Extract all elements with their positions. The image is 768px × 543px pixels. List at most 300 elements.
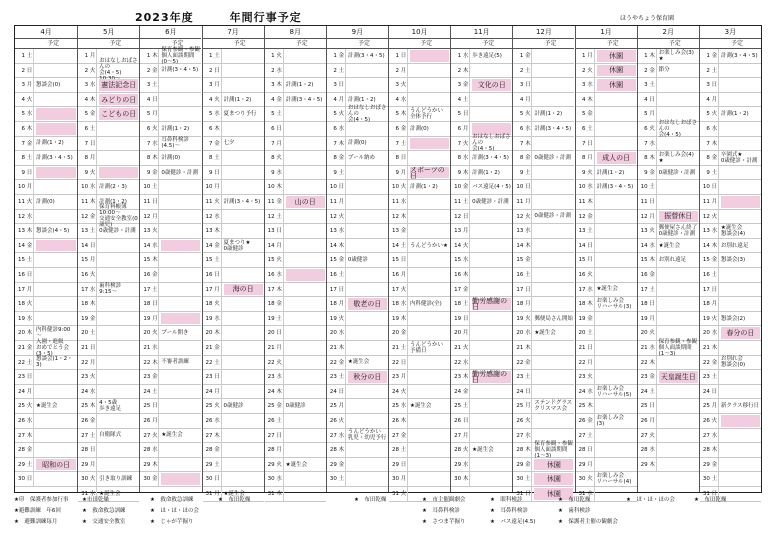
weekday: 水	[524, 224, 532, 238]
weekday: 木	[151, 356, 159, 370]
weekday: 日	[89, 341, 97, 355]
day-row	[389, 166, 450, 181]
day-number: 15	[143, 257, 151, 264]
day-number: 9	[457, 169, 462, 176]
annual-calendar-grid	[14, 25, 762, 498]
day-row	[389, 312, 450, 327]
weekday: 日	[524, 283, 532, 297]
day-number: 4	[271, 96, 275, 103]
day-row	[576, 341, 637, 356]
day-number: 18	[329, 301, 337, 308]
schedule-header: 予定	[576, 38, 637, 49]
day-number: 11	[143, 199, 151, 205]
weekday: 木	[338, 443, 346, 457]
day-row	[389, 107, 450, 122]
weekday: 土	[214, 356, 222, 370]
day-row	[513, 283, 574, 298]
day-row	[389, 341, 450, 356]
day-row	[700, 283, 761, 298]
event-cell: 勤労感謝の日	[472, 298, 511, 310]
legend-item: ★避難訓練 年6回	[14, 508, 61, 514]
day-row	[451, 134, 512, 153]
event-cell	[99, 167, 138, 179]
day-number: 11	[578, 199, 586, 205]
day-number: 27	[18, 432, 25, 439]
day-row	[576, 195, 637, 210]
day-row	[265, 253, 326, 268]
weekday: 水	[649, 239, 657, 253]
day-row	[638, 370, 699, 385]
weekday: 火	[338, 414, 346, 428]
month-header: 5月	[78, 26, 139, 39]
day-number: 20	[205, 330, 213, 337]
day-number: 30	[267, 476, 275, 483]
day-number: 26	[143, 418, 151, 424]
day-row	[327, 49, 388, 64]
day-row	[78, 458, 139, 473]
day-number: 20	[578, 330, 586, 337]
day-number: 23	[81, 374, 89, 381]
day-number: 25	[516, 403, 524, 410]
day-row	[265, 341, 326, 356]
weekday: 火	[711, 312, 719, 326]
schedule-header: 予定	[638, 38, 699, 49]
day-row	[327, 78, 388, 93]
day-number: 12	[640, 213, 648, 220]
day-number: 18	[81, 301, 89, 308]
day-row	[513, 341, 574, 356]
weekday: 木	[276, 385, 284, 399]
day-number: 3	[644, 82, 648, 89]
day-row	[638, 429, 699, 444]
day-number: 7	[271, 140, 275, 147]
day-row	[451, 107, 512, 122]
day-row	[140, 122, 201, 137]
event-cell: ★誕生会	[472, 446, 494, 453]
day-row	[576, 78, 637, 93]
day-number: 9	[21, 169, 25, 176]
event-cell: お楽しみ会 リハーサル(5)	[596, 385, 632, 398]
weekday: 水	[524, 122, 532, 136]
day-row	[78, 341, 139, 356]
day-number: 19	[143, 315, 151, 322]
day-number: 4	[21, 96, 25, 103]
day-number: 7	[395, 140, 399, 147]
day-row	[203, 268, 264, 283]
weekday: 月	[524, 297, 532, 311]
weekday: 火	[400, 78, 408, 92]
weekday: 木	[649, 151, 657, 165]
day-number: 4	[706, 96, 710, 103]
event-cell: 耳鼻科検診 (4.5)〜	[161, 137, 189, 150]
day-row	[140, 210, 201, 225]
day-number: 6	[21, 126, 25, 132]
day-number: 14	[18, 242, 25, 249]
weekday: 水	[26, 107, 34, 121]
event-cell: おはなしおばさんの 会(4・5)	[99, 58, 138, 77]
weekday: 月	[400, 472, 408, 486]
day-number: 4	[457, 96, 462, 103]
day-number: 27	[516, 432, 524, 439]
day-number: 26	[640, 418, 648, 424]
weekday: 火	[649, 224, 657, 238]
weekday: 火	[214, 93, 222, 107]
day-number: 9	[519, 169, 524, 176]
weekday: 土	[462, 297, 470, 311]
day-row	[140, 78, 201, 93]
weekday: 金	[276, 399, 284, 413]
event-cell: 計測(3・4・5)	[36, 154, 73, 161]
day-number: 10	[267, 184, 275, 191]
event-cell: こどもの日	[99, 108, 138, 120]
day-number: 29	[516, 461, 524, 468]
day-number: 12	[516, 213, 524, 220]
legend-item: ★ バス遠足(4.5)	[490, 519, 536, 525]
day-row	[638, 224, 699, 239]
day-number: 9	[146, 169, 151, 176]
event-cell: 計測(0)	[347, 140, 367, 147]
day-number: 8	[644, 155, 648, 162]
day-number: 15	[640, 257, 648, 264]
day-row	[638, 443, 699, 458]
weekday: 土	[89, 224, 97, 238]
day-row	[203, 297, 264, 312]
day-number: 17	[392, 286, 399, 293]
day-number: 12	[454, 213, 462, 220]
day-row	[327, 224, 388, 239]
day-row	[78, 151, 139, 166]
weekday: 水	[462, 49, 470, 63]
day-number: 5	[146, 111, 151, 118]
day-number: 31	[205, 491, 213, 497]
month-header: 4月	[15, 26, 77, 39]
weekday: 火	[276, 49, 284, 63]
weekday: 金	[338, 458, 346, 472]
day-row	[265, 312, 326, 327]
weekday: 火	[524, 210, 532, 224]
day-row	[140, 180, 201, 195]
schedule-header: 予定	[203, 38, 264, 49]
day-row	[203, 137, 264, 152]
day-row	[78, 107, 139, 122]
day-row	[15, 253, 77, 268]
weekday: 水	[649, 137, 657, 151]
event-cell: 内科健診9:00 〜	[36, 327, 71, 340]
weekday: 火	[276, 253, 284, 267]
day-number: 17	[454, 286, 462, 293]
day-number: 15	[205, 257, 213, 264]
weekday: 水	[400, 399, 408, 413]
day-number: 3	[519, 82, 524, 89]
weekday: 土	[89, 326, 97, 340]
day-row	[327, 297, 388, 312]
day-row	[265, 268, 326, 283]
day-number: 8	[146, 155, 151, 162]
weekday: 月	[151, 107, 159, 121]
schedule-header: 予定	[140, 38, 201, 49]
event-cell	[161, 473, 200, 485]
day-row	[513, 64, 574, 79]
day-row	[513, 312, 574, 327]
day-number: 17	[640, 286, 648, 293]
day-number: 12	[392, 213, 399, 220]
weekday: 日	[26, 268, 34, 282]
weekday: 火	[524, 312, 532, 326]
day-row	[513, 137, 574, 152]
weekday: 木	[151, 49, 159, 63]
day-row	[78, 224, 139, 239]
weekday: 木	[711, 137, 719, 151]
day-row	[327, 253, 388, 268]
weekday: 土	[26, 49, 34, 63]
day-number: 26	[81, 418, 89, 424]
weekday: 月	[587, 151, 595, 165]
event-cell: 振替休日	[659, 211, 698, 223]
weekday: 木	[649, 49, 657, 63]
weekday: 土	[214, 458, 222, 472]
day-row	[265, 356, 326, 371]
day-number: 8	[209, 155, 213, 162]
event-cell: 懇談会(0)	[36, 81, 61, 88]
day-number: 8	[84, 155, 89, 162]
day-row	[15, 166, 77, 181]
day-number: 15	[516, 257, 524, 264]
weekday: 月	[462, 122, 470, 136]
event-cell: 計測(3・4・5)	[472, 154, 509, 161]
weekday: 金	[649, 166, 657, 180]
day-number: 6	[395, 126, 399, 132]
weekday: 金	[524, 49, 532, 63]
weekday: 金	[649, 268, 657, 282]
day-number: 3	[582, 82, 586, 89]
day-row	[265, 122, 326, 137]
weekday: 火	[400, 283, 408, 297]
weekday: 水	[524, 429, 532, 443]
day-row	[638, 49, 699, 64]
day-row	[78, 58, 139, 79]
weekday: 金	[587, 414, 595, 428]
weekday: 土	[649, 385, 657, 399]
weekday: 日	[649, 297, 657, 311]
day-row	[265, 166, 326, 181]
weekday: 水	[276, 166, 284, 180]
weekday: 日	[214, 472, 222, 486]
weekday: 金	[400, 429, 408, 443]
weekday: 木	[151, 253, 159, 267]
day-number: 26	[205, 418, 213, 424]
day-number: 2	[519, 67, 524, 74]
day-number: 16	[205, 272, 213, 278]
event-cell: 引き取り訓練	[99, 476, 133, 483]
event-cell: 保育参観・参観 個人面談期間(1〜3)	[658, 338, 698, 357]
day-row	[15, 64, 77, 79]
day-row	[203, 210, 264, 225]
weekday: 金	[711, 356, 719, 370]
day-row	[451, 341, 512, 356]
weekday: 日	[649, 399, 657, 413]
day-number: 18	[18, 301, 25, 308]
day-number: 9	[582, 169, 586, 176]
day-number: 6	[209, 126, 213, 132]
month-column	[388, 26, 450, 497]
legend-item: ★ 布田乾燥	[218, 497, 251, 503]
day-number: 29	[454, 461, 462, 468]
day-number: 24	[267, 388, 275, 395]
day-number: 3	[271, 82, 275, 89]
weekday: 月	[214, 78, 222, 92]
weekday: 火	[524, 107, 532, 121]
day-row	[203, 356, 264, 371]
day-row	[700, 151, 761, 166]
day-row	[265, 49, 326, 64]
weekday: 火	[587, 268, 595, 282]
day-row	[265, 151, 326, 166]
weekday: 水	[89, 180, 97, 194]
weekday: 水	[338, 326, 346, 340]
day-row	[265, 326, 326, 341]
weekday: 金	[711, 49, 719, 63]
day-number: 20	[329, 330, 337, 337]
day-row	[513, 356, 574, 371]
day-row	[327, 356, 388, 371]
day-number: 24	[329, 388, 337, 395]
event-cell: ★誕生会	[99, 490, 121, 497]
day-row	[700, 49, 761, 64]
day-row	[265, 370, 326, 385]
weekday: 金	[462, 78, 470, 92]
weekday: 火	[276, 356, 284, 370]
weekday: 火	[587, 166, 595, 180]
weekday: 火	[400, 180, 408, 194]
event-cell: 懇談会(1・2・3)	[36, 356, 73, 369]
day-row	[15, 268, 77, 283]
day-row	[15, 399, 77, 414]
weekday: 金	[400, 122, 408, 136]
day-number: 22	[578, 359, 586, 366]
weekday: 土	[524, 268, 532, 282]
weekday: 水	[338, 122, 346, 136]
day-number: 1	[209, 53, 213, 59]
day-row	[389, 253, 450, 268]
weekday: 木	[587, 195, 595, 209]
weekday: 水	[214, 312, 222, 326]
day-row	[327, 268, 388, 283]
day-number: 27	[578, 432, 586, 439]
weekday: 土	[587, 122, 595, 136]
day-row	[576, 151, 637, 166]
event-cell: スポーツの日	[410, 167, 449, 179]
day-number: 15	[81, 257, 89, 264]
day-row	[638, 151, 699, 166]
event-cell: 新クラス移行日	[720, 403, 760, 410]
weekday: 日	[524, 78, 532, 92]
weekday: 月	[400, 64, 408, 78]
day-row	[78, 472, 139, 487]
event-cell: 計測(0)	[36, 198, 55, 205]
month-header: 6月	[140, 26, 201, 39]
day-number: 12	[18, 213, 25, 220]
day-row	[513, 180, 574, 195]
day-number: 16	[454, 272, 462, 278]
day-row	[513, 385, 574, 400]
weekday: 土	[400, 239, 408, 253]
weekday: 火	[400, 385, 408, 399]
day-row	[513, 93, 574, 108]
weekday: 水	[400, 93, 408, 107]
day-row	[700, 239, 761, 254]
legend-item: ★ 布田乾燥	[354, 497, 387, 503]
weekday: 日	[400, 151, 408, 165]
day-number: 2	[209, 67, 213, 74]
day-number: 25	[454, 403, 462, 410]
day-number: 16	[143, 272, 151, 278]
day-number: 2	[395, 67, 399, 74]
day-number: 16	[329, 272, 337, 278]
day-number: 13	[516, 228, 524, 235]
day-number: 14	[578, 242, 586, 249]
weekday: 木	[462, 268, 470, 282]
weekday: 土	[711, 472, 719, 486]
day-number: 15	[454, 257, 462, 264]
day-number: 26	[516, 418, 524, 424]
event-cell: ★誕生会	[223, 490, 245, 497]
day-number: 11	[702, 199, 710, 205]
day-number: 24	[81, 388, 89, 395]
weekday: 金	[26, 443, 34, 457]
day-row	[513, 151, 574, 166]
weekday: 土	[276, 210, 284, 224]
weekday: 月	[587, 49, 595, 63]
day-number: 20	[640, 330, 648, 337]
day-number: 1	[706, 53, 710, 59]
weekday: 金	[649, 64, 657, 78]
day-row	[513, 440, 574, 459]
day-number: 18	[267, 301, 275, 308]
day-row	[265, 443, 326, 458]
day-number: 17	[18, 286, 25, 293]
day-row	[265, 224, 326, 239]
weekday: 土	[400, 443, 408, 457]
month-column	[637, 26, 699, 492]
day-row	[700, 443, 761, 458]
day-number: 2	[146, 67, 151, 74]
weekday: 土	[151, 180, 159, 194]
day-row	[389, 414, 450, 429]
weekday: 日	[462, 312, 470, 326]
weekday: 日	[711, 78, 719, 92]
weekday: 土	[711, 64, 719, 78]
day-row	[576, 239, 637, 254]
day-row	[327, 239, 388, 254]
weekday: 土	[338, 268, 346, 282]
event-cell: 計測(1・2)	[347, 96, 376, 103]
day-row	[700, 385, 761, 400]
event-cell	[410, 50, 449, 62]
day-row	[140, 195, 201, 210]
day-number: 24	[454, 388, 462, 395]
event-cell: 七夕	[223, 140, 235, 147]
weekday: 水	[214, 414, 222, 428]
day-row	[576, 326, 637, 341]
weekday: 水	[524, 326, 532, 340]
legend-item: ★ 耳鼻科検診	[422, 508, 460, 514]
day-row	[265, 399, 326, 414]
weekday: 日	[151, 297, 159, 311]
day-number: 21	[640, 345, 648, 351]
day-row	[389, 268, 450, 283]
day-number: 14	[702, 242, 710, 249]
day-number: 5	[706, 111, 710, 118]
